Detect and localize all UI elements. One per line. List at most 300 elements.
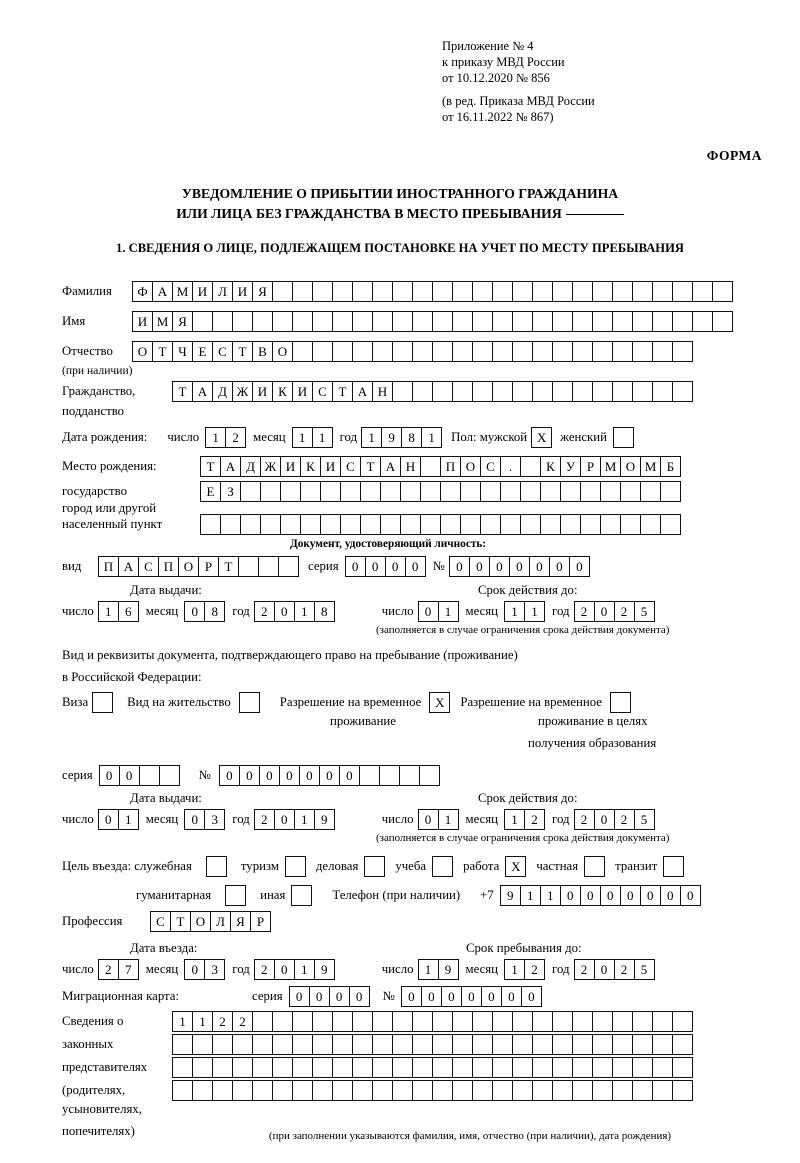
cell[interactable]: 0 xyxy=(184,959,205,980)
purpose-study-checkbox[interactable] xyxy=(432,856,453,877)
cell[interactable]: 0 xyxy=(274,601,295,622)
cell[interactable]: 0 xyxy=(501,986,522,1007)
cell[interactable] xyxy=(652,281,673,302)
cell[interactable] xyxy=(432,1011,453,1032)
cell[interactable] xyxy=(352,1011,373,1032)
cell[interactable] xyxy=(712,281,733,302)
purpose-private-checkbox[interactable] xyxy=(584,856,605,877)
cell[interactable] xyxy=(552,1080,573,1101)
identity-issue-month-input[interactable] xyxy=(184,601,224,622)
cell[interactable] xyxy=(312,1011,333,1032)
cell[interactable]: Р xyxy=(198,556,219,577)
cell[interactable] xyxy=(432,311,453,332)
cell[interactable]: 0 xyxy=(481,986,502,1007)
cell[interactable]: 0 xyxy=(421,986,442,1007)
representatives-input-1[interactable] xyxy=(172,1011,692,1032)
cell[interactable]: 2 xyxy=(254,959,275,980)
cell[interactable] xyxy=(712,311,733,332)
cell[interactable] xyxy=(532,1034,553,1055)
cell[interactable]: Т xyxy=(170,911,191,932)
cell[interactable] xyxy=(392,281,413,302)
cell[interactable] xyxy=(340,481,361,502)
cell[interactable]: 0 xyxy=(469,556,490,577)
cell[interactable]: Б xyxy=(660,456,681,477)
cell[interactable]: П xyxy=(158,556,179,577)
cell[interactable]: 0 xyxy=(594,959,615,980)
cell[interactable] xyxy=(380,481,401,502)
cell[interactable]: 0 xyxy=(345,556,366,577)
cell[interactable] xyxy=(452,1034,473,1055)
cell[interactable] xyxy=(592,1080,613,1101)
stay-issue-month-input[interactable] xyxy=(184,809,224,830)
cell[interactable] xyxy=(612,281,633,302)
cell[interactable]: 0 xyxy=(309,986,330,1007)
cell[interactable] xyxy=(232,1034,253,1055)
cell[interactable]: С xyxy=(138,556,159,577)
cell[interactable]: О xyxy=(178,556,199,577)
cell[interactable]: И xyxy=(292,381,313,402)
cell[interactable] xyxy=(432,1057,453,1078)
stay-valid-year-input[interactable] xyxy=(574,809,654,830)
cell[interactable] xyxy=(612,311,633,332)
cell[interactable]: 0 xyxy=(259,765,280,786)
cell[interactable]: 0 xyxy=(365,556,386,577)
cell[interactable] xyxy=(632,1034,653,1055)
stay-doc-number-input[interactable] xyxy=(219,765,439,786)
cell[interactable] xyxy=(552,311,573,332)
birth-year-input[interactable] xyxy=(361,427,441,448)
cell[interactable]: 1 xyxy=(524,601,545,622)
cell[interactable]: 0 xyxy=(418,809,439,830)
cell[interactable]: 1 xyxy=(294,809,315,830)
cell[interactable]: 1 xyxy=(205,427,226,448)
cell[interactable]: И xyxy=(320,456,341,477)
entry-year-input[interactable] xyxy=(254,959,334,980)
cell[interactable] xyxy=(392,311,413,332)
cell[interactable]: Ч xyxy=(172,341,193,362)
cell[interactable] xyxy=(372,281,393,302)
cell[interactable] xyxy=(532,1011,553,1032)
cell[interactable]: Л xyxy=(212,281,233,302)
cell[interactable] xyxy=(492,1057,513,1078)
cell[interactable] xyxy=(492,1011,513,1032)
cell[interactable]: С xyxy=(312,381,333,402)
cell[interactable] xyxy=(672,311,693,332)
cell[interactable]: 1 xyxy=(504,959,525,980)
cell[interactable]: 1 xyxy=(98,601,119,622)
cell[interactable]: Н xyxy=(372,381,393,402)
cell[interactable]: Е xyxy=(200,481,221,502)
migration-card-number-input[interactable] xyxy=(401,986,541,1007)
cell[interactable] xyxy=(600,481,621,502)
cell[interactable] xyxy=(460,514,481,535)
cell[interactable]: 0 xyxy=(274,809,295,830)
cell[interactable] xyxy=(632,381,653,402)
cell[interactable] xyxy=(472,1034,493,1055)
cell[interactable]: П xyxy=(98,556,119,577)
purpose-business-checkbox[interactable] xyxy=(364,856,385,877)
cell[interactable] xyxy=(552,281,573,302)
cell[interactable]: 1 xyxy=(504,809,525,830)
cell[interactable]: 1 xyxy=(504,601,525,622)
cell[interactable]: Т xyxy=(360,456,381,477)
cell[interactable]: 8 xyxy=(401,427,422,448)
cell[interactable]: А xyxy=(118,556,139,577)
cell[interactable]: 1 xyxy=(520,885,541,906)
cell[interactable] xyxy=(392,1057,413,1078)
cell[interactable] xyxy=(320,481,341,502)
cell[interactable] xyxy=(472,1080,493,1101)
cell[interactable] xyxy=(312,281,333,302)
cell[interactable]: 0 xyxy=(529,556,550,577)
identity-valid-year-input[interactable] xyxy=(574,601,654,622)
cell[interactable]: Н xyxy=(400,456,421,477)
cell[interactable] xyxy=(480,514,501,535)
cell[interactable]: 0 xyxy=(99,765,120,786)
cell[interactable] xyxy=(652,1080,673,1101)
cell[interactable] xyxy=(432,341,453,362)
representatives-input-3[interactable] xyxy=(172,1057,692,1078)
cell[interactable]: 0 xyxy=(329,986,350,1007)
cell[interactable]: 1 xyxy=(438,601,459,622)
cell[interactable] xyxy=(672,381,693,402)
cell[interactable] xyxy=(359,765,380,786)
cell[interactable] xyxy=(552,1011,573,1032)
cell[interactable]: 1 xyxy=(172,1011,193,1032)
cell[interactable] xyxy=(572,311,593,332)
cell[interactable]: 0 xyxy=(600,885,621,906)
cell[interactable]: Я xyxy=(230,911,251,932)
temp-residence-checkbox[interactable]: X xyxy=(429,692,450,713)
cell[interactable]: И xyxy=(132,311,153,332)
cell[interactable]: 0 xyxy=(274,959,295,980)
cell[interactable]: Т xyxy=(332,381,353,402)
cell[interactable]: 0 xyxy=(339,765,360,786)
cell[interactable]: И xyxy=(252,381,273,402)
cell[interactable]: 1 xyxy=(361,427,382,448)
cell[interactable]: Я xyxy=(172,311,193,332)
cell[interactable]: 0 xyxy=(319,765,340,786)
identity-doc-number-input[interactable] xyxy=(449,556,589,577)
cell[interactable]: 0 xyxy=(569,556,590,577)
birthplace-city-input-line2[interactable] xyxy=(200,514,680,535)
patronymic-input[interactable] xyxy=(132,341,692,362)
cell[interactable] xyxy=(472,341,493,362)
cell[interactable]: О xyxy=(460,456,481,477)
cell[interactable]: С xyxy=(480,456,501,477)
cell[interactable]: 2 xyxy=(212,1011,233,1032)
cell[interactable] xyxy=(192,311,213,332)
cell[interactable] xyxy=(592,381,613,402)
cell[interactable]: О xyxy=(132,341,153,362)
cell[interactable]: 8 xyxy=(314,601,335,622)
cell[interactable] xyxy=(532,281,553,302)
cell[interactable] xyxy=(292,1080,313,1101)
cell[interactable]: . xyxy=(500,456,521,477)
cell[interactable] xyxy=(320,514,341,535)
cell[interactable] xyxy=(300,514,321,535)
cell[interactable] xyxy=(572,1057,593,1078)
cell[interactable]: М xyxy=(600,456,621,477)
cell[interactable] xyxy=(412,1057,433,1078)
cell[interactable] xyxy=(399,765,420,786)
cell[interactable]: 1 xyxy=(294,601,315,622)
cell[interactable] xyxy=(332,341,353,362)
cell[interactable]: 0 xyxy=(119,765,140,786)
cell[interactable] xyxy=(672,1057,693,1078)
cell[interactable]: 8 xyxy=(204,601,225,622)
cell[interactable] xyxy=(512,1080,533,1101)
cell[interactable]: 3 xyxy=(204,809,225,830)
cell[interactable] xyxy=(480,481,501,502)
cell[interactable] xyxy=(440,481,461,502)
cell[interactable]: 0 xyxy=(239,765,260,786)
cell[interactable]: А xyxy=(352,381,373,402)
cell[interactable] xyxy=(412,311,433,332)
cell[interactable] xyxy=(352,311,373,332)
cell[interactable] xyxy=(512,381,533,402)
cell[interactable]: М xyxy=(640,456,661,477)
identity-doc-series-input[interactable] xyxy=(345,556,425,577)
cell[interactable] xyxy=(392,341,413,362)
cell[interactable] xyxy=(360,514,381,535)
cell[interactable] xyxy=(512,1057,533,1078)
cell[interactable] xyxy=(472,1057,493,1078)
cell[interactable] xyxy=(272,1011,293,1032)
cell[interactable] xyxy=(632,1011,653,1032)
cell[interactable] xyxy=(172,1034,193,1055)
stay-issue-year-input[interactable] xyxy=(254,809,334,830)
cell[interactable] xyxy=(512,341,533,362)
cell[interactable] xyxy=(620,481,641,502)
cell[interactable]: Ж xyxy=(232,381,253,402)
birthplace-city-input-line1[interactable] xyxy=(200,481,680,502)
cell[interactable] xyxy=(452,281,473,302)
cell[interactable] xyxy=(572,381,593,402)
cell[interactable] xyxy=(452,381,473,402)
cell[interactable]: У xyxy=(560,456,581,477)
cell[interactable]: Я xyxy=(252,281,273,302)
cell[interactable] xyxy=(612,1080,633,1101)
cell[interactable] xyxy=(552,1034,573,1055)
cell[interactable] xyxy=(312,1057,333,1078)
identity-issue-year-input[interactable] xyxy=(254,601,334,622)
cell[interactable] xyxy=(472,381,493,402)
cell[interactable] xyxy=(232,311,253,332)
cell[interactable] xyxy=(572,1080,593,1101)
cell[interactable] xyxy=(212,1080,233,1101)
cell[interactable] xyxy=(560,481,581,502)
cell[interactable] xyxy=(632,1080,653,1101)
cell[interactable] xyxy=(452,341,473,362)
cell[interactable] xyxy=(652,311,673,332)
cell[interactable] xyxy=(252,1011,273,1032)
cell[interactable]: Е xyxy=(192,341,213,362)
cell[interactable] xyxy=(432,1034,453,1055)
cell[interactable]: Т xyxy=(232,341,253,362)
cell[interactable]: 2 xyxy=(98,959,119,980)
cell[interactable] xyxy=(332,1080,353,1101)
cell[interactable] xyxy=(432,1080,453,1101)
cell[interactable] xyxy=(672,1080,693,1101)
cell[interactable] xyxy=(392,1011,413,1032)
cell[interactable]: К xyxy=(540,456,561,477)
stay-year-input[interactable] xyxy=(574,959,654,980)
cell[interactable] xyxy=(280,481,301,502)
cell[interactable] xyxy=(379,765,400,786)
representatives-input-4[interactable] xyxy=(172,1080,692,1101)
cell[interactable] xyxy=(292,281,313,302)
cell[interactable] xyxy=(592,281,613,302)
cell[interactable] xyxy=(392,381,413,402)
cell[interactable] xyxy=(412,1034,433,1055)
purpose-transit-checkbox[interactable] xyxy=(663,856,684,877)
cell[interactable]: 0 xyxy=(620,885,641,906)
birthplace-country-input[interactable] xyxy=(200,456,680,477)
cell[interactable]: 0 xyxy=(289,986,310,1007)
cell[interactable]: 1 xyxy=(312,427,333,448)
cell[interactable] xyxy=(332,1057,353,1078)
cell[interactable] xyxy=(612,1057,633,1078)
name-input[interactable] xyxy=(132,311,732,332)
cell[interactable] xyxy=(472,281,493,302)
cell[interactable] xyxy=(512,1011,533,1032)
cell[interactable]: 2 xyxy=(614,959,635,980)
cell[interactable]: 2 xyxy=(225,427,246,448)
cell[interactable] xyxy=(520,456,541,477)
cell[interactable]: М xyxy=(172,281,193,302)
cell[interactable]: 6 xyxy=(118,601,139,622)
cell[interactable] xyxy=(452,1057,473,1078)
cell[interactable]: 2 xyxy=(524,809,545,830)
cell[interactable] xyxy=(492,381,513,402)
cell[interactable]: 9 xyxy=(381,427,402,448)
purpose-service-checkbox[interactable] xyxy=(206,856,227,877)
cell[interactable] xyxy=(452,311,473,332)
purpose-work-checkbox[interactable]: X xyxy=(505,856,526,877)
cell[interactable] xyxy=(412,1080,433,1101)
cell[interactable]: 2 xyxy=(614,601,635,622)
cell[interactable] xyxy=(692,311,713,332)
cell[interactable] xyxy=(232,1080,253,1101)
cell[interactable] xyxy=(592,1034,613,1055)
cell[interactable]: И xyxy=(280,456,301,477)
cell[interactable]: Т xyxy=(200,456,221,477)
purpose-tourism-checkbox[interactable] xyxy=(285,856,306,877)
cell[interactable]: В xyxy=(252,341,273,362)
purpose-other-checkbox[interactable] xyxy=(291,885,312,906)
cell[interactable]: 1 xyxy=(294,959,315,980)
cell[interactable]: Ж xyxy=(260,456,281,477)
cell[interactable] xyxy=(252,311,273,332)
cell[interactable] xyxy=(592,1057,613,1078)
cell[interactable]: 0 xyxy=(640,885,661,906)
cell[interactable] xyxy=(500,481,521,502)
cell[interactable]: 1 xyxy=(421,427,442,448)
cell[interactable] xyxy=(292,1011,313,1032)
cell[interactable] xyxy=(212,1034,233,1055)
cell[interactable] xyxy=(640,481,661,502)
cell[interactable] xyxy=(692,281,713,302)
cell[interactable] xyxy=(292,341,313,362)
cell[interactable]: 9 xyxy=(314,959,335,980)
cell[interactable]: 2 xyxy=(574,809,595,830)
entry-day-input[interactable] xyxy=(98,959,138,980)
identity-doc-kind-input[interactable] xyxy=(98,556,298,577)
cell[interactable]: Ф xyxy=(132,281,153,302)
cell[interactable] xyxy=(192,1080,213,1101)
cell[interactable]: 2 xyxy=(524,959,545,980)
cell[interactable] xyxy=(532,341,553,362)
cell[interactable] xyxy=(532,1057,553,1078)
cell[interactable] xyxy=(660,481,681,502)
cell[interactable] xyxy=(312,341,333,362)
cell[interactable] xyxy=(632,281,653,302)
cell[interactable] xyxy=(280,514,301,535)
cell[interactable]: Т xyxy=(218,556,239,577)
cell[interactable] xyxy=(352,1034,373,1055)
cell[interactable]: 2 xyxy=(254,601,275,622)
cell[interactable]: Л xyxy=(210,911,231,932)
cell[interactable]: О xyxy=(620,456,641,477)
cell[interactable]: 0 xyxy=(549,556,570,577)
cell[interactable]: 7 xyxy=(118,959,139,980)
cell[interactable] xyxy=(572,281,593,302)
cell[interactable] xyxy=(312,1080,333,1101)
cell[interactable]: 2 xyxy=(254,809,275,830)
cell[interactable] xyxy=(252,1057,273,1078)
cell[interactable] xyxy=(380,514,401,535)
cell[interactable] xyxy=(419,765,440,786)
cell[interactable]: Д xyxy=(240,456,261,477)
cell[interactable] xyxy=(352,341,373,362)
cell[interactable]: 1 xyxy=(540,885,561,906)
cell[interactable]: А xyxy=(220,456,241,477)
cell[interactable] xyxy=(652,1034,673,1055)
cell[interactable]: 0 xyxy=(580,885,601,906)
cell[interactable] xyxy=(352,1080,373,1101)
cell[interactable] xyxy=(492,311,513,332)
cell[interactable]: 0 xyxy=(594,809,615,830)
cell[interactable]: 2 xyxy=(574,601,595,622)
cell[interactable]: П xyxy=(440,456,461,477)
cell[interactable] xyxy=(159,765,180,786)
cell[interactable]: 0 xyxy=(594,601,615,622)
cell[interactable] xyxy=(258,556,279,577)
cell[interactable] xyxy=(612,341,633,362)
cell[interactable]: 3 xyxy=(204,959,225,980)
cell[interactable]: 0 xyxy=(184,809,205,830)
cell[interactable] xyxy=(400,481,421,502)
purpose-humanitarian-checkbox[interactable] xyxy=(225,885,246,906)
citizenship-input[interactable] xyxy=(172,381,692,402)
representatives-input-2[interactable] xyxy=(172,1034,692,1055)
cell[interactable] xyxy=(372,1080,393,1101)
stay-day-input[interactable] xyxy=(418,959,458,980)
cell[interactable]: 0 xyxy=(521,986,542,1007)
cell[interactable] xyxy=(332,281,353,302)
cell[interactable]: 9 xyxy=(314,809,335,830)
cell[interactable]: 2 xyxy=(614,809,635,830)
cell[interactable] xyxy=(632,341,653,362)
cell[interactable] xyxy=(172,1080,193,1101)
surname-input[interactable] xyxy=(132,281,732,302)
cell[interactable]: А xyxy=(192,381,213,402)
sex-female-checkbox[interactable] xyxy=(613,427,634,448)
cell[interactable] xyxy=(238,556,259,577)
cell[interactable]: 0 xyxy=(279,765,300,786)
cell[interactable] xyxy=(532,311,553,332)
